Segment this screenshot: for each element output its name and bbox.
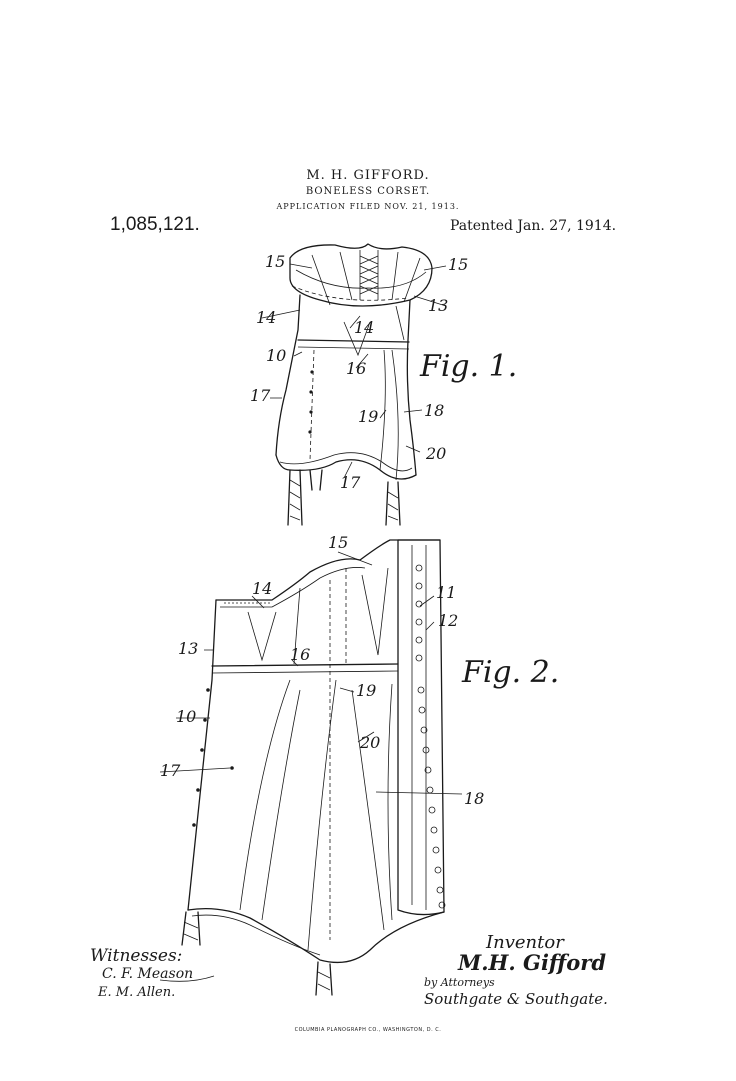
fig-1-label: Fig. 1. (420, 349, 518, 384)
inventor-label: Inventor (486, 932, 564, 953)
reference-numeral-10: 10 (176, 707, 197, 726)
reference-numeral-20: 20 (426, 444, 447, 463)
reference-numeral-16: 16 (346, 359, 367, 378)
witness-1-signature: C. F. Meason (102, 966, 194, 982)
reference-numeral-11: 11 (436, 583, 457, 602)
reference-numeral-15: 15 (328, 533, 349, 552)
figure-2-corset-flat (160, 533, 559, 995)
patent-date: Patented Jan. 27, 1914. (450, 218, 617, 234)
fig-2-label: Fig. 2. (462, 655, 560, 690)
patent-number: 1,085,121. (110, 214, 200, 235)
reference-numeral-17: 17 (160, 761, 181, 780)
reference-numeral-20: 20 (360, 733, 381, 752)
reference-numeral-14: 14 (252, 579, 273, 598)
reference-numeral-17: 17 (340, 473, 361, 492)
filing-date: APPLICATION FILED NOV. 21, 1913. (276, 202, 460, 211)
reference-numeral-19: 19 (358, 407, 379, 426)
reference-numeral-13: 13 (178, 639, 199, 658)
signature-block (90, 932, 608, 1008)
by-attorneys-label: by Attorneys (424, 976, 495, 989)
figure-1-corset (250, 244, 517, 525)
inventor-signature: M.H. Gifford (458, 950, 607, 975)
reference-numeral-10: 10 (266, 346, 287, 365)
reference-numeral-19: 19 (356, 681, 377, 700)
reference-numeral-15: 15 (448, 255, 469, 274)
patent-title: BONELESS CORSET. (305, 186, 431, 197)
attorneys-signature: Southgate & Southgate. (424, 990, 608, 1008)
reference-numeral-18: 18 (424, 401, 445, 420)
reference-numeral-18: 18 (464, 789, 485, 808)
reference-numeral-16: 16 (290, 645, 311, 664)
witness-2-signature: E. M. Allen. (98, 985, 176, 1000)
reference-numeral-12: 12 (438, 611, 459, 630)
witnesses-label: Witnesses: (90, 946, 183, 966)
reference-numeral-13: 13 (428, 296, 449, 315)
reference-numeral-15: 15 (265, 252, 286, 271)
reference-numeral-17: 17 (250, 386, 271, 405)
reference-numeral-14: 14 (256, 308, 277, 327)
inventor-name: M. H. GIFFORD. (306, 168, 430, 183)
reference-numeral-14: 14 (354, 318, 375, 337)
printer-credit: COLUMBIA PLANOGRAPH CO., WASHINGTON, D. C. (294, 1027, 442, 1033)
